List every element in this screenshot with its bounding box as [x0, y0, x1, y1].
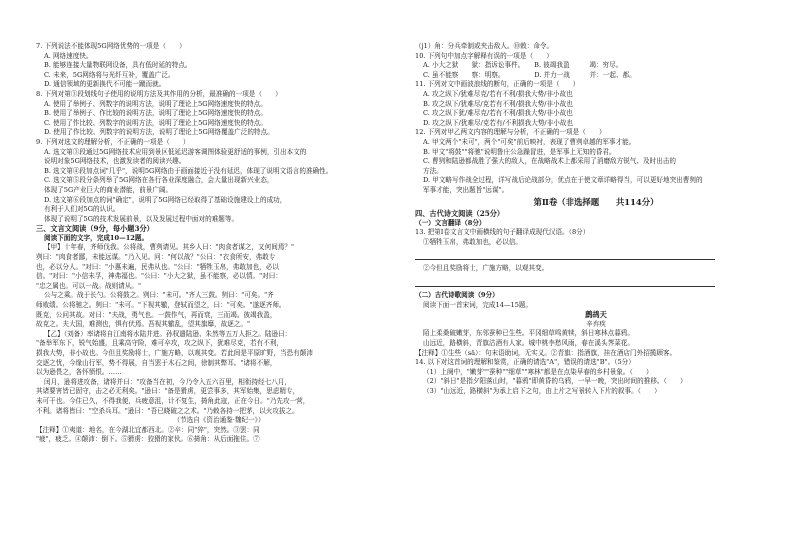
q9-line: 有利于人们对5G的认识。	[44, 205, 120, 214]
q8-option-c: C. 使用了作比较、列数字的说明方法，说明了理论上5G网络速度快的特点。	[44, 118, 267, 127]
passage-a-line: 也，必以分人。"对曰："小惠未遍，民弗从也。"公曰："牺牲玉帛，弗敢加也，必以	[36, 262, 279, 271]
q13-sentence-1: ①牺牲玉帛，弗敢加也，必以信。	[423, 237, 522, 246]
passage-source: （节选自《资治通鉴·魏纪一》）	[173, 416, 265, 425]
q12-line: A. 甲文两个"未可"，两个"可矣"前后映衬，表现了曹刿卓越的军事才能。	[423, 137, 636, 146]
passage-a-line: 信。"对曰："小信未孚，神弗福也。"公曰："小大之狱，虽不能察，必以情。"对曰：	[36, 272, 282, 281]
q12-line: B. 甲文"将鼓""将驰"说明鲁庄公急躁冒进，是军事上无知的昏君。	[423, 147, 616, 156]
passage-b2-line: 不利。诸将皆曰："空杀兵耳。"逊曰："吾已晓破之之术。"乃敕各持一把茅，以火攻拔之。	[36, 406, 299, 415]
q9-line: 说明对象5G网络技术，也激发读者的阅读兴趣。	[44, 157, 186, 166]
passage-b-line: 【乙】（刘备）率诸将自江南将水陆并进。孙权遣陆逊、朱然等五万人拒之。陆逊曰：	[44, 329, 292, 338]
q12-line: 方法。	[423, 166, 443, 175]
poem-title: 鹧鸪天	[585, 310, 607, 320]
passage-a-line: 刿曰："肉食者鄙，未能远谋。"乃入见。问："何以战？"公曰："衣食所安，弗敢专	[36, 253, 276, 262]
passage-b2-line: 闰月，逊将进攻备，诸将并曰："攻备当在初，今乃令入五六百里，相衔持经七八月，	[44, 377, 291, 386]
q12-line: 军事才能，突出题旨"远谋"。	[423, 185, 509, 194]
q14-item: （3）"山远近，路横斜"为承上启下之句，由上片之写景转入下片的叙事。（ ）	[423, 387, 661, 395]
passage-b2-line: 其诸要害皆已固守，击之必无利矣。"逊曰："备是猾虏，更尝事多，其军始集，思虑精专，	[36, 387, 300, 396]
notes-tail: （j1）角：分兵牵制或夹击敌人。⑩敕：命令。	[415, 42, 554, 50]
q9-line: B. 选文第④段加点词"几乎"，说明5G网络由于画面接近于没有延迟，体现了说明文语言的准确性。	[44, 166, 333, 175]
q10-options-cd: C. 虽不能察 察：明察。 D. 并力一战 并：一起、都。	[423, 70, 636, 79]
passage-a-line: 公与之乘。战于长勺。公将鼓之。刿曰："未可。"齐人三鼓。刿曰："可矣。"齐	[44, 291, 274, 300]
q11-option-d: D. 攻之纵下/犹难尽/克若有/不利损我大势/非小故也	[423, 118, 574, 127]
q10-options-ab: A. 小大之狱 狱：指诉讼事件。 B. 彼竭我盈 竭：穷尽。	[423, 61, 623, 70]
passage-a-line: "忠之属也。可以一战。战则请从。"	[36, 281, 141, 290]
q7-option-b: B. 能够连接大量物联网设备，具有低时延的特点。	[44, 61, 192, 70]
q7-option-a: A. 网络速度快。	[44, 51, 93, 60]
notes-line: 【注释】①夷道：地名，在今湖北宜都西北。②卒：同"猝"，突然。③罢：同	[36, 425, 260, 434]
answer-line[interactable]	[415, 249, 715, 260]
q9-line: A. 选文第③段通过5G网络技术应用到景区低延迟游客调图体验更舒适的事例，引出本文的	[44, 147, 307, 156]
passage-b-line: 交逐之忧，今缘山行军，势不得展，自当罢于木石之间，徐制其弊耳。"诸将不解，	[36, 358, 277, 367]
q13-sentence-2: ②今但且奖励将士，广施方略，以观其变。	[423, 264, 549, 273]
passage-b-line: 损我大势，非小故也。今但且奖励将士，广施方略，以观其变。若此间是平原旷野，当恐有颠沛	[36, 349, 313, 357]
q8-option-a: A. 使用了举例子、列数字的说明方法，说明了理论上5G网络速度快的特点。	[44, 99, 267, 108]
section3-intro: 阅读下面的文字，完成10—12题。	[44, 233, 149, 242]
q8-option-b: B. 使用了举例子、作比较的说明方法，说明了理论上5G网络速度快的特点。	[44, 109, 267, 118]
q7-option-d: D. 通信领域的更新换代不可能一蹴而就。	[44, 80, 166, 89]
q12-stem: 12. 下列对甲乙两文内容的理解与分析，不正确的一项是（ ）	[415, 128, 606, 137]
right-column	[415, 42, 777, 397]
q9-stem: 9. 下列对选文的理解分析，不正确的一项是（ ）	[36, 137, 190, 146]
q14-item: （2）"斜日"是指夕阳落山时，"暮鸦"即黄昏的乌鸦，一早一晚，突出时间的推移。（ ）	[423, 377, 687, 386]
q7-option-c: C. 未来，5G网络将与光纤互补，覆盖广泛。	[44, 70, 175, 79]
poem-intro: 阅读下面一首宋词，完成14—15题。	[423, 300, 533, 309]
q14-stem: 14. 以下对这首词的理解和鉴赏，正确的请选"A"，错误的请选"B"。（5分）	[415, 358, 635, 367]
q9-line: C. 选文第⑤段分条列举了5G网络在各行各业深度融合，会大量出现新兴业态，	[44, 176, 274, 185]
q11-option-c: C. 攻之纵下犹/难尽克/若有不利/损我大势/非小故也	[423, 109, 573, 118]
passage-a-line: 【甲】十年春，齐师伐我。公将战，曹刿请见。其乡人曰："肉食者谋之，又何间焉？"	[44, 243, 295, 252]
section4-sub2: （二）古代诗歌阅读（9分）	[415, 291, 499, 300]
q10-stem: 10. 下列句中加点字解释有误的一项是（ ）	[415, 51, 553, 60]
section4-title: 四、古代诗文阅读（25分）	[415, 209, 505, 219]
answer-line[interactable]	[415, 276, 715, 287]
passage-a-line: 既克，公问其故。对曰："夫战，勇气也。一鼓作气，再而衰，三而竭。彼竭我盈，	[36, 310, 277, 319]
passage-b2-line: 未可干也。今住已久，不得我便，兵疲意沮，计不复生，掎角此寇，正在今日。"乃先攻一营，	[36, 396, 310, 405]
q8-option-d: D. 使用了作比较、列数字的说明方法，说明了理论上5G网络覆盖广泛的特点。	[44, 128, 274, 137]
section3-title: 三、文言文阅读（9分，每小题3分）	[36, 224, 154, 234]
q9-line: 体现了说明了5G的技术发展前景，以及发展过程中面对的难题等。	[44, 214, 239, 223]
q9-line: D. 选文第⑥段加点的词"确定"，说明了5G网络已经取得了基础设施建设上的成功，	[44, 195, 287, 204]
q12-line: D. 甲文略写作战全过程，详写战后论战部分，优点在于使文章详略得当，可以更好地突出曹刿的	[423, 176, 703, 185]
q14-item: （1）上阕中，"嫩芽""蚕种""细草""寒林"都是在点染早春的乡村景象。（ ）	[423, 367, 653, 376]
poem-line: 陌上柔桑破嫩芽，东邻蚕种已生些。平冈细草鸣黄犊，斜日寒林点暮鸦。	[423, 329, 634, 338]
passage-a-line: 师败绩。公将驰之。刿曰："未可。"下视其辙，登轼而望之，曰："可矣。"遂逐齐师。	[36, 301, 286, 310]
q11-option-b: B. 攻之纵下/犹难尽/克若有不利/损我大势/非小故也	[423, 99, 573, 108]
poem-line: 山远近，路横斜，青旗沽酒有人家。城中桃李愁风雨，春在溪头荠菜花。	[423, 339, 634, 348]
q7-stem: 7. 下列说法不能体现5G网络优势的一项是（ ）	[36, 42, 186, 50]
notes-line: "疲"，疲乏。④颠沛：倒下。⑤猾虏：狡猾的家伙。⑥掎角：从后面拖住。⑦	[36, 435, 260, 444]
passage-b-line: "备举军东下，锐气始盛，且乘高守险，难可卒攻，攻之纵下，犹难尽克，若有不利，	[36, 339, 283, 348]
part2-title: 第Ⅱ卷（非选择题 共114分）	[533, 196, 659, 207]
q11-stem: 11. 下列对文中画波浪线的断句，正确的一项是（ ）	[415, 80, 580, 89]
poem-author: 辛弃疾	[586, 319, 606, 328]
section4-sub1: （一）文言翻译（8分）	[415, 218, 486, 227]
left-column	[36, 42, 402, 445]
poem-notes: 【注释】①生些（sā）：句末语助词，无实义。②青旗：指酒旗，挂在酒店门外招揽顾客。	[415, 348, 677, 357]
q12-line: C. 曹刿和陆逊都战胜了强大的敌人，在战略战术上都采用了消磨敌方锐气、及时出击的	[423, 157, 676, 166]
q11-option-a: A. 攻之纵下/犹难尽克/若有不利/损我大势/非小故也	[423, 89, 573, 98]
q8-stem: 8. 下列对第③段划线句子使用的说明方法及其作用的分析，最准确的一项是（ ）	[36, 89, 282, 98]
q13-stem: 13. 把第Ⅰ卷文言文中画横线的句子翻译成现代汉语。（8分）	[415, 228, 590, 237]
q9-line: 体现了5G产业巨大的商业潜能，前景广阔。	[44, 185, 173, 194]
passage-b-line: 以为逊畏之，各怀愤恨。……	[36, 368, 122, 377]
passage-a-line: 故克之。夫大国，难测也，惧有伏焉。吾视其辙乱，望其旗靡，故逐之。"	[36, 320, 251, 329]
